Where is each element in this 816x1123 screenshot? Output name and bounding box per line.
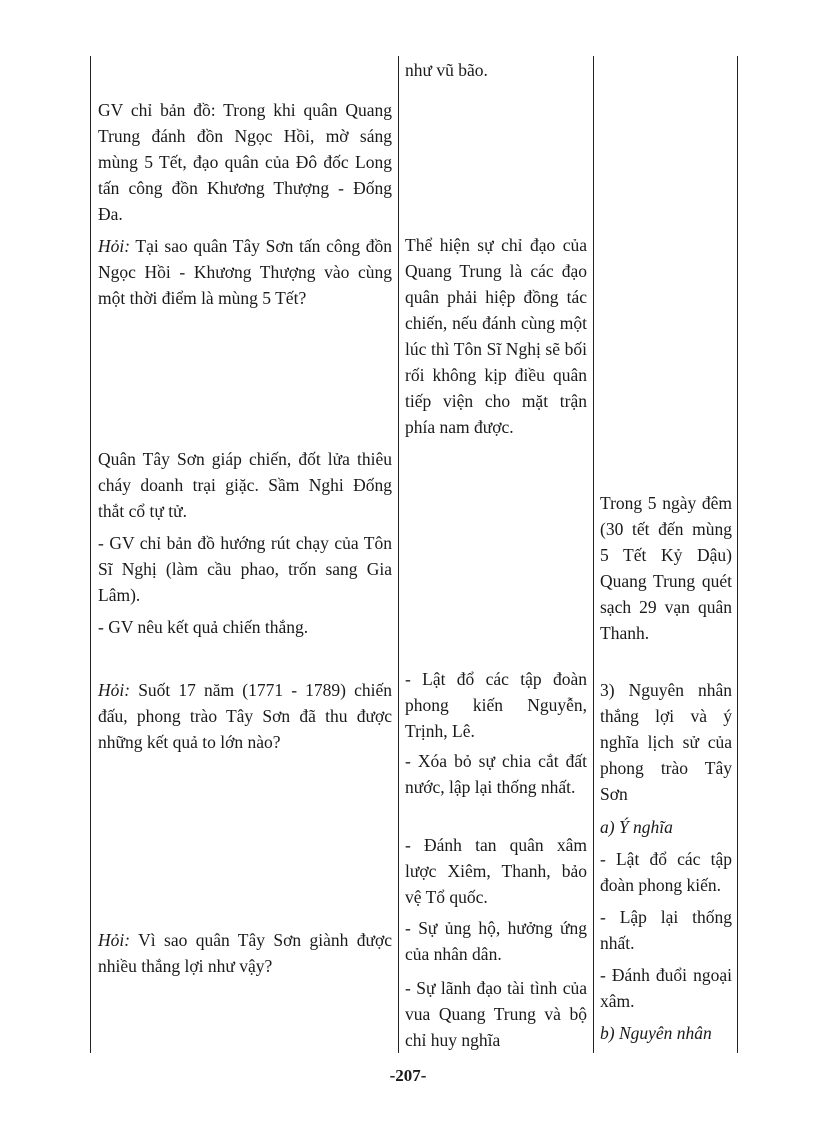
teacher-map-note: GV chỉ bản đồ: Trong khi quân Quang Trung đánh đồn Ngọc Hồi, mờ sáng mùng 5 Tết, đạo quân của Đô đốc Long tấn công đồn Khương Thượng - Đống Đa.	[98, 100, 392, 224]
reason-2: - Sự lãnh đạo tài tình của vua Quang Trung và bộ chỉ huy nghĩa	[405, 978, 587, 1050]
meaning-3: - Đánh đuổi ngoại xâm.	[600, 965, 732, 1011]
retreat-note: - GV chỉ bản đồ hướng rút chạy của Tôn Sĩ Nghị (làm cầu phao, trốn sang Gia Lâm).	[98, 533, 392, 605]
subheading-meaning: a) Ý nghĩa	[600, 817, 673, 837]
answer-top-fragment: như vũ bão.	[405, 60, 488, 80]
table-line-3	[593, 56, 594, 1053]
question-text: Tại sao quân Tây Sơn tấn công đồn Ngọc Hồi - Khương Thượng vào cùng một thời điểm là mùng 5 Tết?	[98, 236, 392, 308]
meaning-2: - Lập lại thống nhất.	[600, 907, 732, 953]
question-label: Hỏi:	[98, 680, 131, 700]
question-3	[98, 927, 392, 979]
table-line-right	[737, 56, 738, 1053]
question-text: Vì sao quân Tây Sơn giành được nhiều thắng lợi như vậy?	[98, 930, 392, 976]
question-label: Hỏi:	[98, 930, 131, 950]
result-2: - Xóa bỏ sự chia cắt đất nước, lập lại thống nhất.	[405, 751, 587, 797]
meaning-1: - Lật đổ các tập đoàn phong kiến.	[600, 849, 732, 895]
question-text: Suốt 17 năm (1771 - 1789) chiến đấu, phong trào Tây Sơn đã thu được những kết quả to lớn nào?	[98, 680, 392, 752]
result-1: - Lật đổ các tập đoàn phong kiến Nguyễn, Trịnh, Lê.	[405, 669, 587, 741]
question-label: Hỏi:	[98, 236, 131, 256]
subheading-cause: b) Nguyên nhân	[600, 1023, 712, 1043]
table-line-2	[398, 56, 399, 1053]
question-1	[98, 233, 392, 311]
summary-note: Trong 5 ngày đêm (30 tết đến mùng 5 Tết Kỷ Dậu) Quang Trung quét sạch 29 vạn quân Thanh.	[600, 493, 732, 643]
answer-1: Thể hiện sự chỉ đạo của Quang Trung là các đạo quân phải hiệp đồng tác chiến, nếu đánh cùng một lúc thì Tôn Sĩ Nghị sẽ bối rối không kịp điều quân tiếp viện cho mặt trận phía nam được.	[405, 235, 587, 437]
result-note: - GV nêu kết quả chiến thắng.	[98, 617, 309, 637]
question-2	[98, 677, 392, 755]
table-line-left	[90, 56, 91, 1053]
battle-note: Quân Tây Sơn giáp chiến, đốt lửa thiêu cháy doanh trại giặc. Sầm Nghi Đống thắt cổ tự tử.	[98, 449, 392, 521]
page-number: -207-	[389, 1066, 427, 1085]
reason-1: - Sự ủng hộ, hưởng ứng của nhân dân.	[405, 918, 587, 964]
section-heading-3: 3) Nguyên nhân thắng lợi và ý nghĩa lịch sử của phong trào Tây Sơn	[600, 680, 732, 804]
result-3: - Đánh tan quân xâm lược Xiêm, Thanh, bảo vệ Tổ quốc.	[405, 835, 587, 907]
